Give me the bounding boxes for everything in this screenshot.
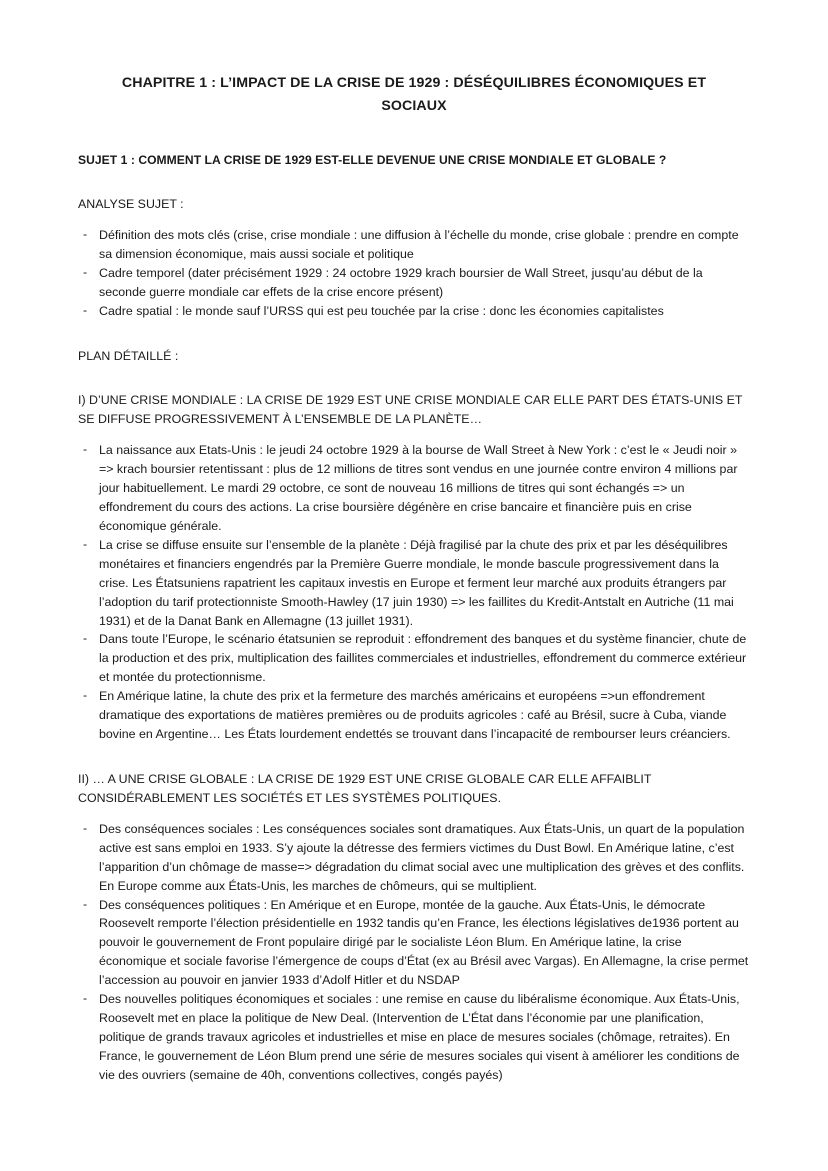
list-item [83,896,750,991]
bullet-dash-icon: - [83,536,88,551]
bullet-dash-icon: - [83,227,88,242]
list-item-text: Des nouvelles politiques économiques et sociales : une remise en cause du libéralisme économique. Aux États-Unis, Roosevelt met en place la politique de New Deal. (Intervention de L’État dans l’économie par une planification, politique de grands travaux agricoles et industrielles et mise en place de mesures sociales (chômage, retraites). En France, le gouvernement de Léon Blum prend une série de mesures sociales qui visent à améliorer les conditions de vie des ouvriers (semaine de 40h, conventions collectives, congés payés) [99,992,740,1082]
list-item [83,441,750,536]
bullet-dash-icon: - [83,302,88,317]
analysis-label: ANALYSE SUJET : [78,197,184,212]
list-item [83,302,750,321]
page-title: CHAPITRE 1 : L’IMPACT DE LA CRISE DE 1929 : DÉSÉQUILIBRES ÉCONOMIQUES ET SOCIAUX [121,75,707,114]
analysis-bullet-list [78,226,750,321]
bullet-dash-icon: - [83,896,88,911]
list-item [83,990,750,1085]
part-two-bullet-list [78,820,750,1085]
list-item [83,536,750,631]
list-item-text: Dans toute l’Europe, le scénario étatsunien se reproduit : effondrement des banques et du système financier, chute de la production et des prix, multiplication des faillites commerciales et industrielles, effondrement du commerce extérieur et montée du protectionnisme. [99,632,747,685]
list-item-text: Des conséquences politiques : En Amérique et en Europe, montée de la gauche. Aux États-Unis, le démocrate Roosevelt remporte l’élection présidentielle en 1932 tandis qu’en France, les élections législatives de1936 portent au pouvoir le gouvernement de Front populaire dirigé par le socialiste Léon Blum. En Amérique latine, la crise économique et sociale favorise l’émergence de coups d’État (ex au Brésil avec Vargas). En Allemagne, la crise permet l’accession au pouvoir en janvier 1933 d’Adolf Hitler et du NSDAP [99,897,749,988]
list-item-text: Des conséquences sociales : Les conséquences sociales sont dramatiques. Aux États-Unis, un quart de la population active est sans emploi en 1933. S’y ajoute la détresse des fermiers victimes du Dust Bowl. En Amérique latine, c’est l’apparition d’un chômage de masse=> dégradation du climat social avec une multiplication des grèves et des conflits. En Europe comme aux États-Unis, les marches de chômeurs, qui se multiplient. [99,821,745,893]
bullet-dash-icon: - [83,631,88,646]
list-item [83,226,750,264]
subject-heading: SUJET 1 : COMMENT LA CRISE DE 1929 EST-ELLE DEVENUE UNE CRISE MONDIALE ET GLOBALE ? [78,153,667,167]
plan-label: PLAN DÉTAILLÉ : [78,348,179,363]
list-item-text: Cadre spatial : le monde sauf l’URSS qui est peu touchée par la crise : donc les économies capitalistes [99,303,664,318]
list-item [83,687,750,744]
list-item-text: Définition des mots clés (crise, crise mondiale : une diffusion à l’échelle du monde, crise globale : prendre en compte sa dimension économique, mais aussi sociale et politique [99,228,739,262]
list-item [83,820,750,896]
list-item-text: En Amérique latine, la chute des prix et la fermeture des marchés américains et européens =>un effondrement dramatique des exportations de matières premières ou de produits agricoles : café au Brésil, sucre à Cuba, viande bovine en Argentine… Les États lourdement endettés se trouvant dans l’incapacité de rembourser leurs créanciers. [99,689,731,741]
part-one-bullet-list [78,441,750,744]
bullet-dash-icon: - [83,688,88,703]
bullet-dash-icon: - [83,820,88,835]
list-item [83,264,750,302]
part-two-heading: II) … A UNE CRISE GLOBALE : LA CRISE DE 1929 EST UNE CRISE GLOBALE CAR ELLE AFFAIBLIT CONSIDÉRABLEMENT LES SOCIÉTÉS ET LES SYSTÈMES POLITIQUES. [78,771,652,805]
list-item-text: La naissance aux Etats-Unis : le jeudi 24 octobre 1929 à la bourse de Wall Street à New York : c’est le « Jeudi noir » => krach boursier retentissant : plus de 12 millions de titres sont vendus en une journée contre environ 4 millions par jour habituellement. Le mardi 29 octobre, ce sont de nouveau 16 millions de titres qui sont échangés => un effondrement du cours des actions. La crise boursière dégénère en crise bancaire et financière puis en crise économique générale. [99,443,738,533]
part-one-heading: I) D’UNE CRISE MONDIALE : LA CRISE DE 1929 EST UNE CRISE MONDIALE CAR ELLE PART DES ÉTATS-UNIS ET SE DIFFUSE PROGRESSIVEMENT À L’ENSEMBLE DE LA PLANÈTE… [78,393,743,427]
list-item [83,630,750,687]
bullet-dash-icon: - [83,264,88,279]
list-item-text: Cadre temporel (dater précisément 1929 : 24 octobre 1929 krach boursier de Wall Street, jusqu’au début de la seconde guerre mondiale car effets de la crise encore présent) [99,265,703,299]
bullet-dash-icon: - [83,991,88,1006]
bullet-dash-icon: - [83,442,88,457]
list-item-text: La crise se diffuse ensuite sur l’ensemble de la planète : Déjà fragilisé par la chute des prix et par les déséquilibres monétaires et financiers engendrés par la Première Guerre mondiale, le monde bascule progressivement dans la crise. Les Étatsuniens rapatrient les capitaux investis en Europe et ferment leur marché aux produits étrangers par l’adoption du tarif protectionniste Smooth-Hawley (17 juin 1930) => les faillites du Kredit-Antstalt en Autriche (11 mai 1931) et de la Danat Bank en Allemagne (13 juillet 1931). [99,537,734,628]
